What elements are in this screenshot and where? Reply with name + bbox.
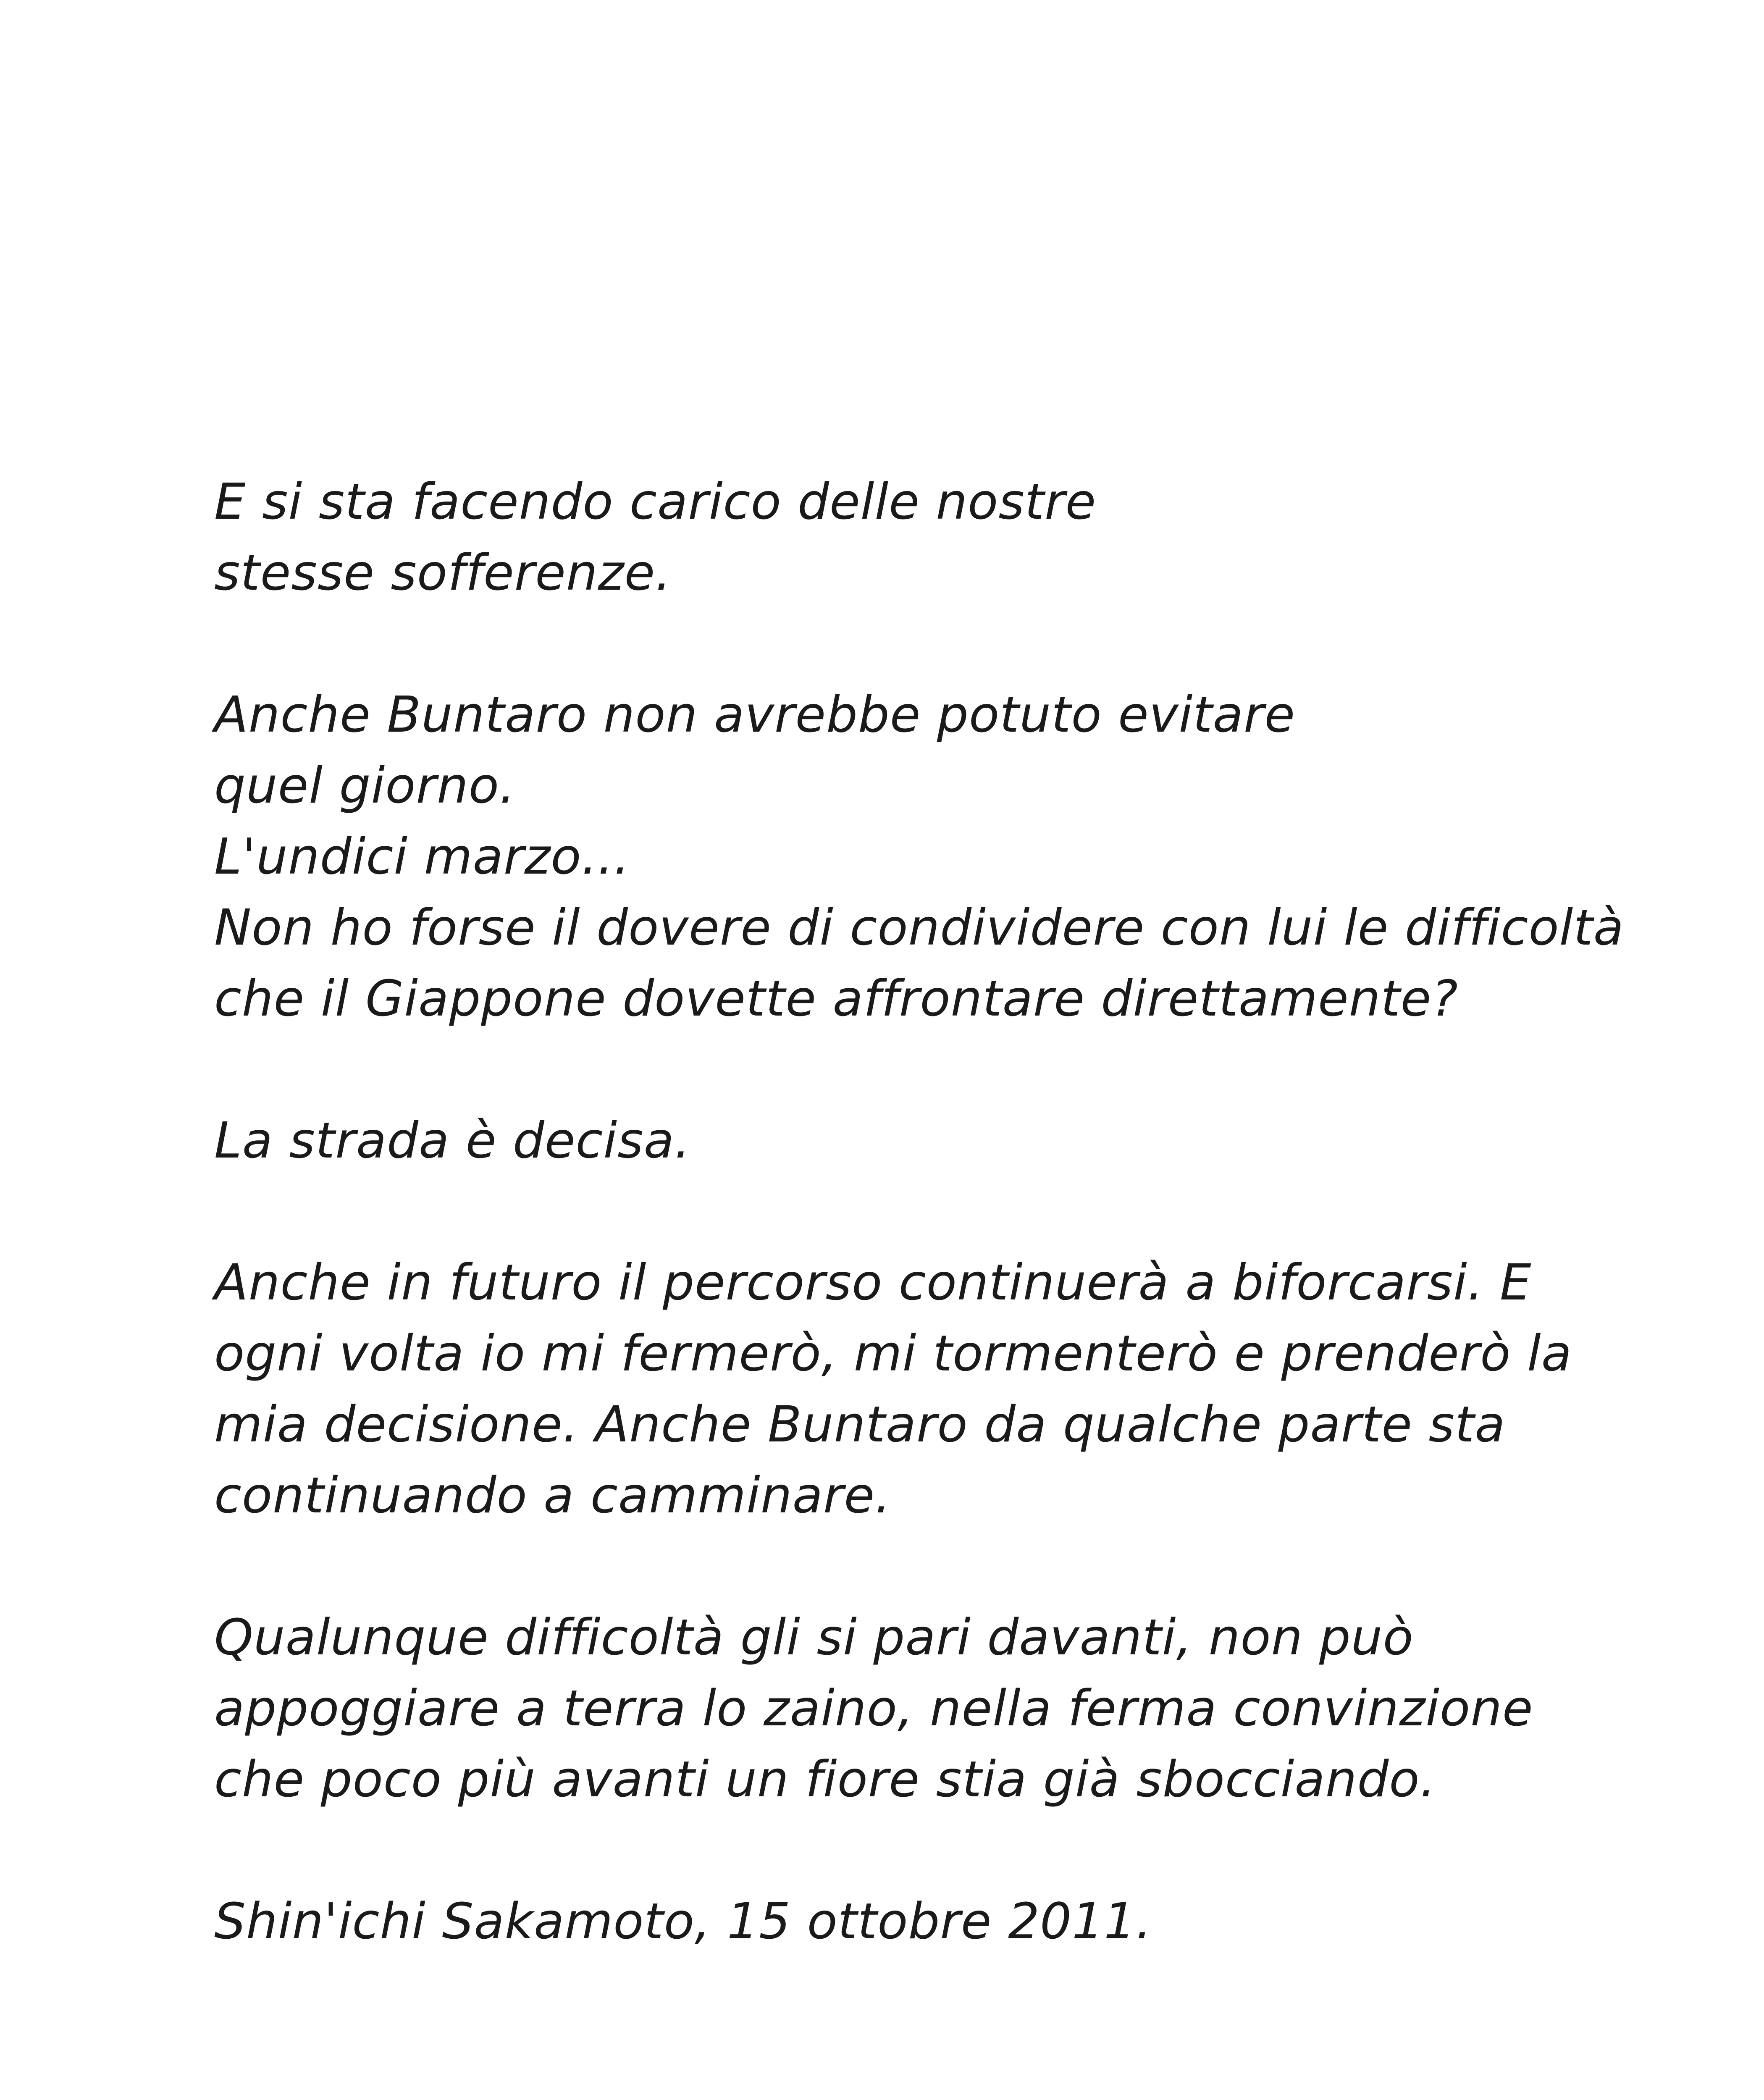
paragraph-4 [214,1247,1592,1531]
text-line: quel giorno. [214,756,516,814]
text-line: L'undici marzo... [214,827,630,885]
paragraph-2 [214,679,1624,1034]
text-line: Qualunque difficoltà gli si pari davanti, non può [214,1608,1414,1666]
text-line: ogni volta io mi fermerò, mi tormenterò e prenderò la [214,1324,1572,1382]
text-line: E si sta facendo carico delle nostre [214,472,1097,530]
text-line: Anche Buntaro non avrebbe potuto evitare [214,685,1296,743]
signature-line [214,1886,1592,1957]
text-line: che il Giappone dovette affrontare direttamente? [214,969,1458,1027]
afterword-text [214,466,1624,1957]
author-date: Shin'ichi Sakamoto, 15 ottobre 2011. [214,1892,1152,1950]
text-line: che poco più avanti un fiore stia già sbocciando. [214,1750,1436,1808]
text-line: stesse sofferenze. [214,543,672,601]
paragraph-5 [214,1602,1592,1815]
text-line: Anche in futuro il percorso continuerà a biforcarsi. E [214,1253,1532,1311]
text-line: Non ho forse il dovere di condividere con lui le difficoltà [214,898,1624,956]
paragraph-3 [214,1105,1592,1176]
text-line: mia decisione. Anche Buntaro da qualche parte sta [214,1395,1506,1453]
paragraph-1 [214,466,1592,608]
text-line: La strada è decisa. [214,1111,691,1169]
text-line: continuando a camminare. [214,1466,891,1524]
text-line: appoggiare a terra lo zaino, nella ferma convinzione [214,1679,1533,1737]
